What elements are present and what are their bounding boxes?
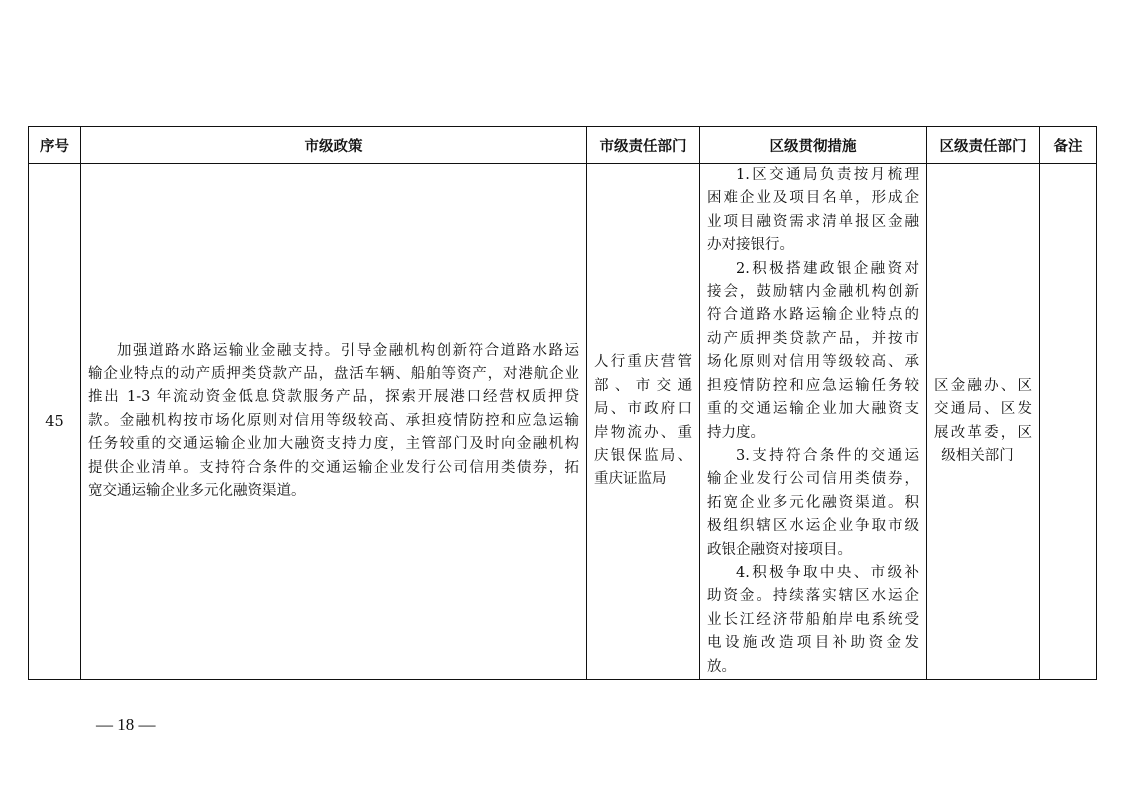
text-line: 接会，鼓励辖内金融机构创新 [707,284,919,301]
policy-table [28,126,1097,680]
remark-cell [1040,164,1097,680]
text-line: 4.积极争取中央、市级补 [736,564,919,581]
text-line: 动产质押类贷款产品，并按市 [707,330,919,347]
district-measures-cell [700,164,927,680]
text-line: 局、市政府口 [594,401,692,418]
text-line: 持力度。 [707,424,765,441]
text-line: 提供企业清单。支持符合条件的交通运输企业发行公司信用类债券，拓 [88,459,579,476]
city-policy-cell [81,164,587,680]
header-city-dept: 市级责任部门 [587,127,700,164]
header-city-policy: 市级政策 [81,127,587,164]
measure-item [707,445,919,562]
text-line: 宽交通运输企业多元化融资渠道。 [88,483,306,500]
text-line: 场化原则对信用等级较高、承 [707,354,919,371]
header-remark: 备注 [1040,127,1097,164]
table-row [29,164,1097,680]
text-line: 担疫情防控和应急运输任务较 [707,377,919,394]
text-line: 符合道路水路运输企业特点的 [707,307,919,324]
header-index: 序号 [29,127,81,164]
text-line: 输企业发行公司信用类债券， [707,471,919,488]
text-line: 困难企业及项目名单，形成企 [707,190,919,207]
text-line: 2.积极搭建政银企融资对 [736,260,919,277]
header-district-measures: 区级贯彻措施 [700,127,927,164]
page-number: — 18 — [96,715,156,734]
text-line: 政银企融资对接项目。 [707,541,852,558]
text-line: 推出 1-3 年流动资金低息贷款服务产品，探索开展港口经营权质押贷 [88,389,579,406]
text-line: 部、市交通 [594,377,692,394]
district-dept-cell [927,164,1040,680]
text-line: 款。金融机构按市场化原则对信用等级较高、承担疫情防控和应急运输 [88,412,579,429]
row-index: 45 [29,164,81,680]
text-line: 办对接银行。 [707,237,794,254]
text-line: 交通局、区发 [934,401,1032,418]
text-line: 业项目融资需求清单报区金融 [707,213,919,230]
header-row [29,127,1097,164]
text-line: 放。 [707,658,736,675]
text-line: 人行重庆营管 [594,354,692,371]
text-line: 庆银保监局、 [594,447,692,464]
text-line: 加强道路水路运输业金融支持。引导金融机构创新符合道路水路运 [117,342,579,359]
text-line: 3.支持符合条件的交通运 [736,447,919,464]
text-line: 电设施改造项目补助资金发 [707,635,919,652]
text-line: 区金融办、区 [934,377,1032,394]
measure-item [707,164,919,258]
city-dept-cell [587,164,700,680]
text-line: 业长江经济带船舶岸电系统受 [707,611,919,628]
text-line: 级相关部门 [941,447,1014,464]
text-line: 拓宽企业多元化融资渠道。积 [707,494,919,511]
text-line: 1.区交通局负责按月梳理 [736,167,919,184]
text-line: 岸物流办、重 [594,424,692,441]
text-line: 重庆证监局 [594,471,667,488]
text-line: 助资金。持续落实辖区水运企 [707,588,919,605]
text-line: 展改革委，区 [934,424,1032,441]
text-line: 任务较重的交通运输企业加大融资支持力度，主管部门及时向金融机构 [88,436,579,453]
measure-item [707,258,919,445]
text-line: 重的交通运输企业加大融资支 [707,401,919,418]
text-line: 输企业特点的动产质押类贷款产品，盘活车辆、船舶等资产，对港航企业 [88,365,579,382]
header-district-dept: 区级责任部门 [927,127,1040,164]
measure-item [707,562,919,679]
text-line: 极组织辖区水运企业争取市级 [707,518,919,535]
